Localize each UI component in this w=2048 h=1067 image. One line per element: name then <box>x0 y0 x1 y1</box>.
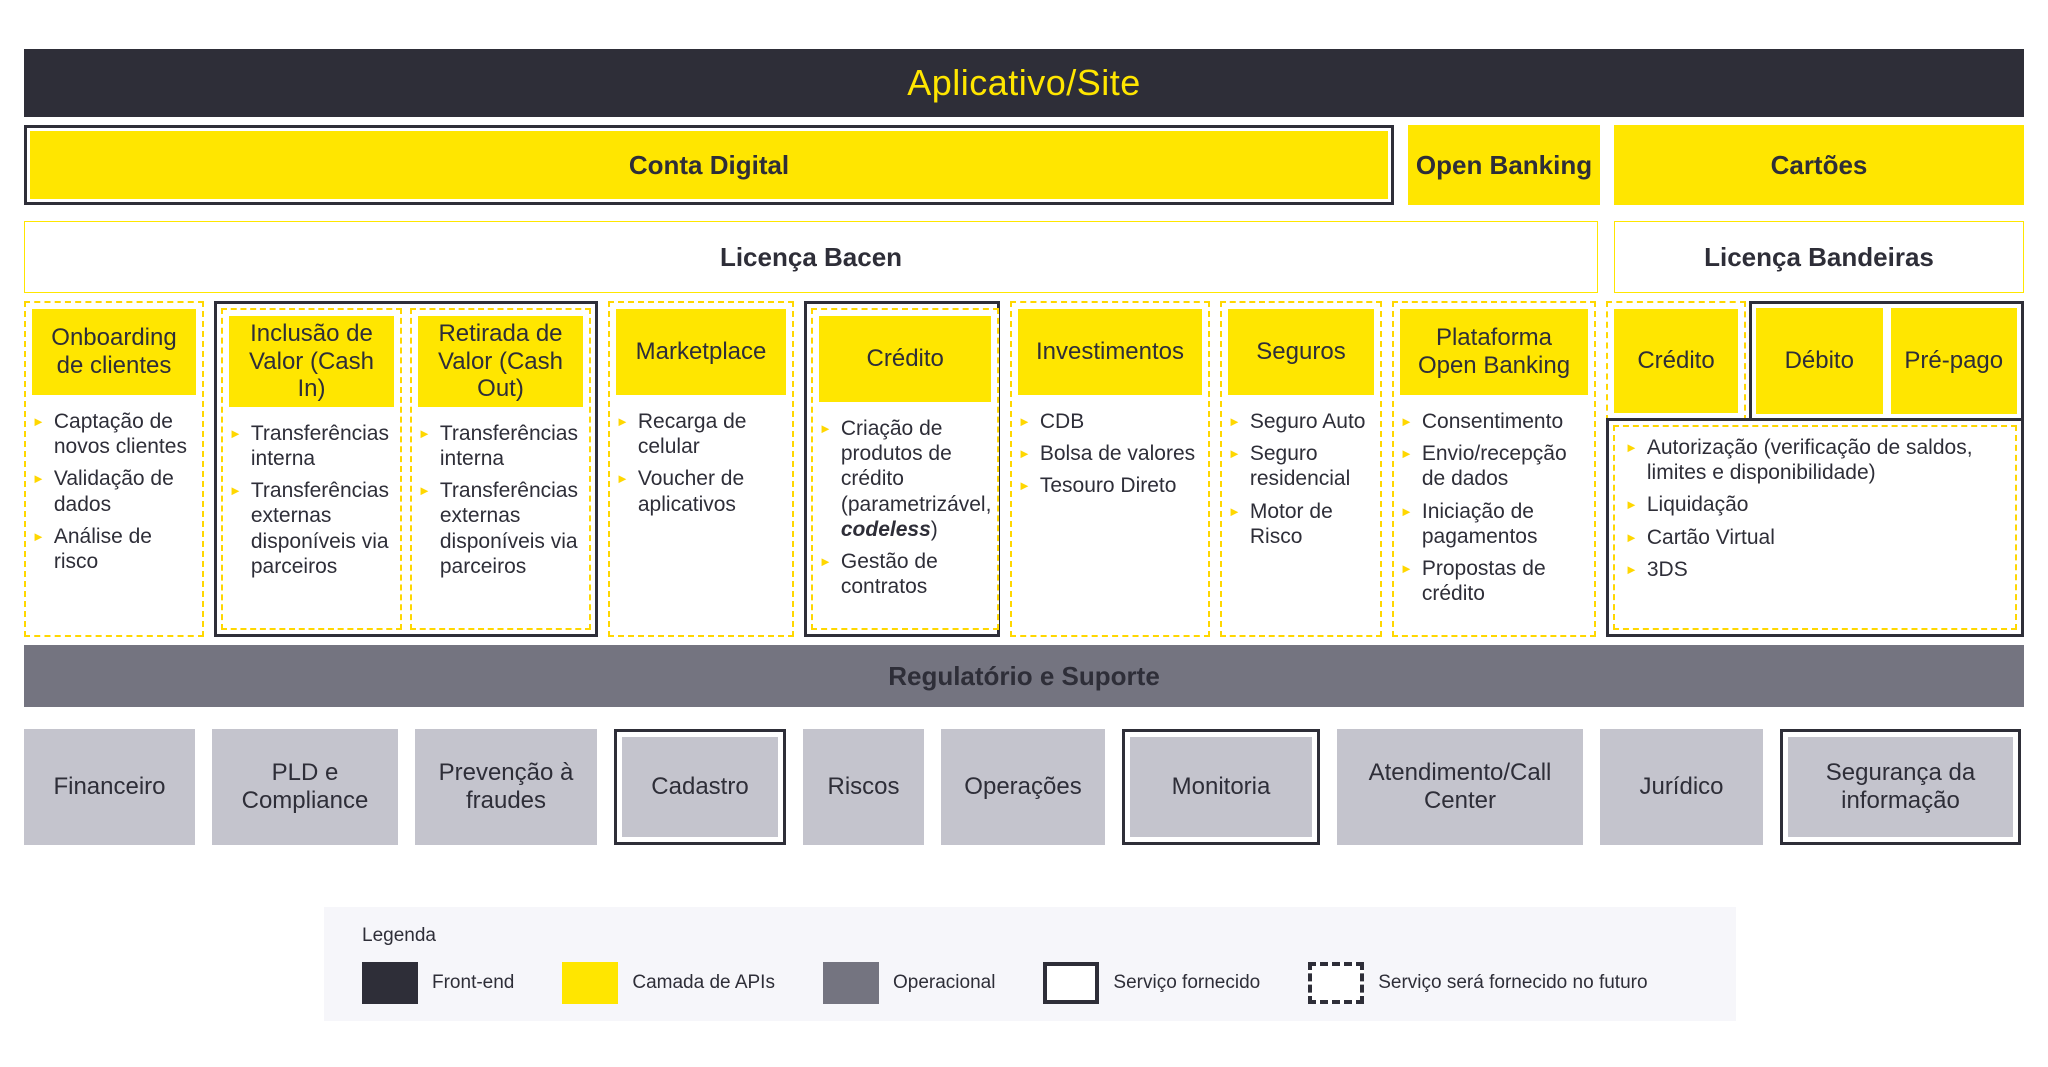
service-cash-in-header: Inclusão de Valor (Cash In) <box>229 316 394 407</box>
regulatorio-suporte-bar <box>24 645 2024 707</box>
legend-row <box>362 962 1736 1004</box>
service-item: ► Envio/recepção de dados <box>1400 442 1567 491</box>
service-investimentos <box>1010 301 1210 637</box>
service-item: ► Autorização (verificação de saldos, limites e disponibilidade) <box>1625 436 1973 485</box>
service-cash-out-list <box>418 421 583 586</box>
service-item: ► Liquidação <box>1625 493 1749 517</box>
bullet-arrow-icon: ► <box>418 425 431 441</box>
service-item: ► Análise de risco <box>32 524 152 573</box>
cash-in-out-provided-box <box>214 301 598 637</box>
conta-digital-box <box>24 125 1394 205</box>
service-item: ► Criação de produtos de crédito (parametrizável, codeless) <box>819 417 992 541</box>
bullet-arrow-icon: ► <box>1228 414 1241 429</box>
bullet-arrow-icon: ► <box>1400 446 1413 462</box>
service-item: ► Captação de novos clientes <box>32 410 187 459</box>
service-item: ► Gestão de contratos <box>819 549 938 599</box>
camada-apis-swatch-icon <box>562 962 618 1004</box>
card-debito-header: Débito <box>1756 308 1883 414</box>
service-onboarding-header: Onboarding de clientes <box>32 309 196 395</box>
bullet-arrow-icon: ► <box>1228 446 1241 462</box>
cards-services-provided-box <box>1606 418 2024 637</box>
service-investimentos-header: Investimentos <box>1018 309 1202 395</box>
service-plataforma-open-banking <box>1392 301 1596 637</box>
support-operacoes: Operações <box>941 729 1105 845</box>
bullet-arrow-icon: ► <box>229 483 242 499</box>
service-seguros <box>1220 301 1382 637</box>
service-item: ► CDB <box>1018 410 1085 433</box>
bullet-arrow-icon: ► <box>1400 414 1413 429</box>
bullet-arrow-icon: ► <box>1018 478 1031 494</box>
service-item: ► Transferências externas disponíveis via parceiros <box>229 479 389 578</box>
support-pld-compliance: PLD e Compliance <box>212 729 398 845</box>
service-item: ► Bolsa de valores <box>1018 442 1196 466</box>
bullet-arrow-icon: ► <box>819 421 832 436</box>
card-prepago-header: Pré-pago <box>1891 308 2018 414</box>
service-plataforma-header: Plataforma Open Banking <box>1400 309 1588 395</box>
channels-row <box>24 125 2024 205</box>
support-monitoria-provided-box <box>1122 729 1320 845</box>
legend-title: Legenda <box>362 925 436 946</box>
legend-item-servico-fornecido: Serviço fornecido <box>1043 962 1260 1004</box>
card-credito-box <box>1606 301 1746 421</box>
licenca-bacen-box <box>24 221 1598 293</box>
service-item: ► Cartão Virtual <box>1625 525 1775 549</box>
bullet-arrow-icon: ► <box>32 528 45 544</box>
open-banking-label: Open Banking <box>1415 149 1593 180</box>
conta-digital-bar <box>30 131 1388 199</box>
licenca-bandeiras-box <box>1614 221 2024 293</box>
legend-item-servico-futuro: Serviço será fornecido no futuro <box>1308 962 1647 1004</box>
service-onboarding <box>24 301 204 637</box>
regulatorio-suporte-label: Regulatório e Suporte <box>888 660 1160 691</box>
service-seguros-header: Seguros <box>1228 309 1374 395</box>
service-item: ► Recarga de celular <box>616 410 747 459</box>
bullet-arrow-icon: ► <box>1625 561 1638 577</box>
support-financeiro: Financeiro <box>24 729 195 845</box>
credito-provided-box <box>804 301 1000 637</box>
bullet-arrow-icon: ► <box>32 414 45 429</box>
service-item: ► Seguro Auto <box>1228 410 1366 433</box>
service-onboarding-list <box>32 409 196 581</box>
licenca-bandeiras-label: Licença Bandeiras <box>1704 241 1934 272</box>
service-credito-list <box>819 416 991 606</box>
service-item: ► Consentimento <box>1400 410 1564 433</box>
cartoes-label: Cartões <box>1770 149 1868 180</box>
bullet-arrow-icon: ► <box>32 471 45 487</box>
legend-item-front-end: Front-end <box>362 962 514 1004</box>
service-item: ► Validação de dados <box>32 467 174 516</box>
service-item: ► Iniciação de pagamentos <box>1400 499 1538 548</box>
cards-services-list <box>1625 435 2005 582</box>
service-item: ► Motor de Risco <box>1228 499 1333 548</box>
service-marketplace-list <box>616 409 786 524</box>
licenses-row <box>24 221 2024 293</box>
service-marketplace <box>608 301 794 637</box>
conta-digital-label: Conta Digital <box>628 149 790 180</box>
service-item: ► Transferências interna <box>418 421 578 470</box>
bullet-arrow-icon: ► <box>616 414 629 429</box>
bullet-arrow-icon: ► <box>1400 560 1413 576</box>
bullet-arrow-icon: ► <box>1228 503 1241 519</box>
debito-prepago-provided-box <box>1749 301 2024 421</box>
bullet-arrow-icon: ► <box>1400 503 1413 519</box>
support-cadastro-provided-box <box>614 729 786 845</box>
servico-fornecido-swatch-icon <box>1043 962 1099 1004</box>
bullet-arrow-icon: ► <box>819 553 832 569</box>
service-credito-header: Crédito <box>819 316 991 402</box>
support-seguranca-provided-box <box>1780 729 2021 845</box>
bullet-arrow-icon: ► <box>1625 497 1638 513</box>
cards-section <box>1606 301 2024 637</box>
service-cash-in-list <box>229 421 394 586</box>
support-prevencao-fraudes: Prevenção à fraudes <box>415 729 597 845</box>
bullet-arrow-icon: ► <box>616 471 629 487</box>
bullet-arrow-icon: ► <box>1625 440 1638 455</box>
service-seguros-list <box>1228 409 1374 556</box>
licenca-bacen-label: Licença Bacen <box>719 241 903 272</box>
service-item: ► Seguro residencial <box>1228 442 1351 491</box>
support-riscos: Riscos <box>803 729 924 845</box>
service-item: ► Transferências interna <box>229 421 389 470</box>
support-cadastro: Cadastro <box>622 737 778 837</box>
service-investimentos-list <box>1018 409 1202 506</box>
operacional-swatch-icon <box>823 962 879 1004</box>
service-item: ► 3DS <box>1625 557 1688 581</box>
legend-item-operacional: Operacional <box>823 962 995 1004</box>
cartoes-box <box>1614 125 2024 205</box>
cards-headers-row <box>1606 301 2024 421</box>
support-juridico: Jurídico <box>1600 729 1763 845</box>
support-seguranca-informacao: Segurança da informação <box>1788 737 2013 837</box>
service-item: ► Transferências externas disponíveis via parceiros <box>418 479 578 578</box>
service-cash-in <box>221 308 402 630</box>
service-plataforma-list <box>1400 409 1588 613</box>
servico-futuro-swatch-icon <box>1308 962 1364 1004</box>
service-item: ► Propostas de crédito <box>1400 556 1546 606</box>
front-end-swatch-icon <box>362 962 418 1004</box>
bullet-arrow-icon: ► <box>1018 446 1031 462</box>
support-atendimento-call-center: Atendimento/Call Center <box>1337 729 1583 845</box>
service-item: ► Voucher de aplicativos <box>616 467 745 516</box>
service-credito <box>811 308 999 630</box>
bullet-arrow-icon: ► <box>229 425 242 441</box>
bullet-arrow-icon: ► <box>1625 529 1638 545</box>
service-item: ► Tesouro Direto <box>1018 474 1177 498</box>
app-site-title: Aplicativo/Site <box>907 62 1141 103</box>
support-boxes-row <box>24 729 2024 845</box>
legend <box>324 907 1736 1021</box>
open-banking-box <box>1408 125 1600 205</box>
support-monitoria: Monitoria <box>1130 737 1312 837</box>
cards-services-list-box <box>1613 425 2017 630</box>
service-marketplace-header: Marketplace <box>616 309 786 395</box>
card-credito-header: Crédito <box>1614 309 1738 413</box>
services-row <box>24 301 2024 637</box>
service-cash-out <box>410 308 591 630</box>
app-site-bar <box>24 49 2024 117</box>
bullet-arrow-icon: ► <box>418 483 431 499</box>
service-cash-out-header: Retirada de Valor (Cash Out) <box>418 316 583 407</box>
legend-item-camada-apis: Camada de APIs <box>562 962 775 1004</box>
bullet-arrow-icon: ► <box>1018 414 1031 429</box>
